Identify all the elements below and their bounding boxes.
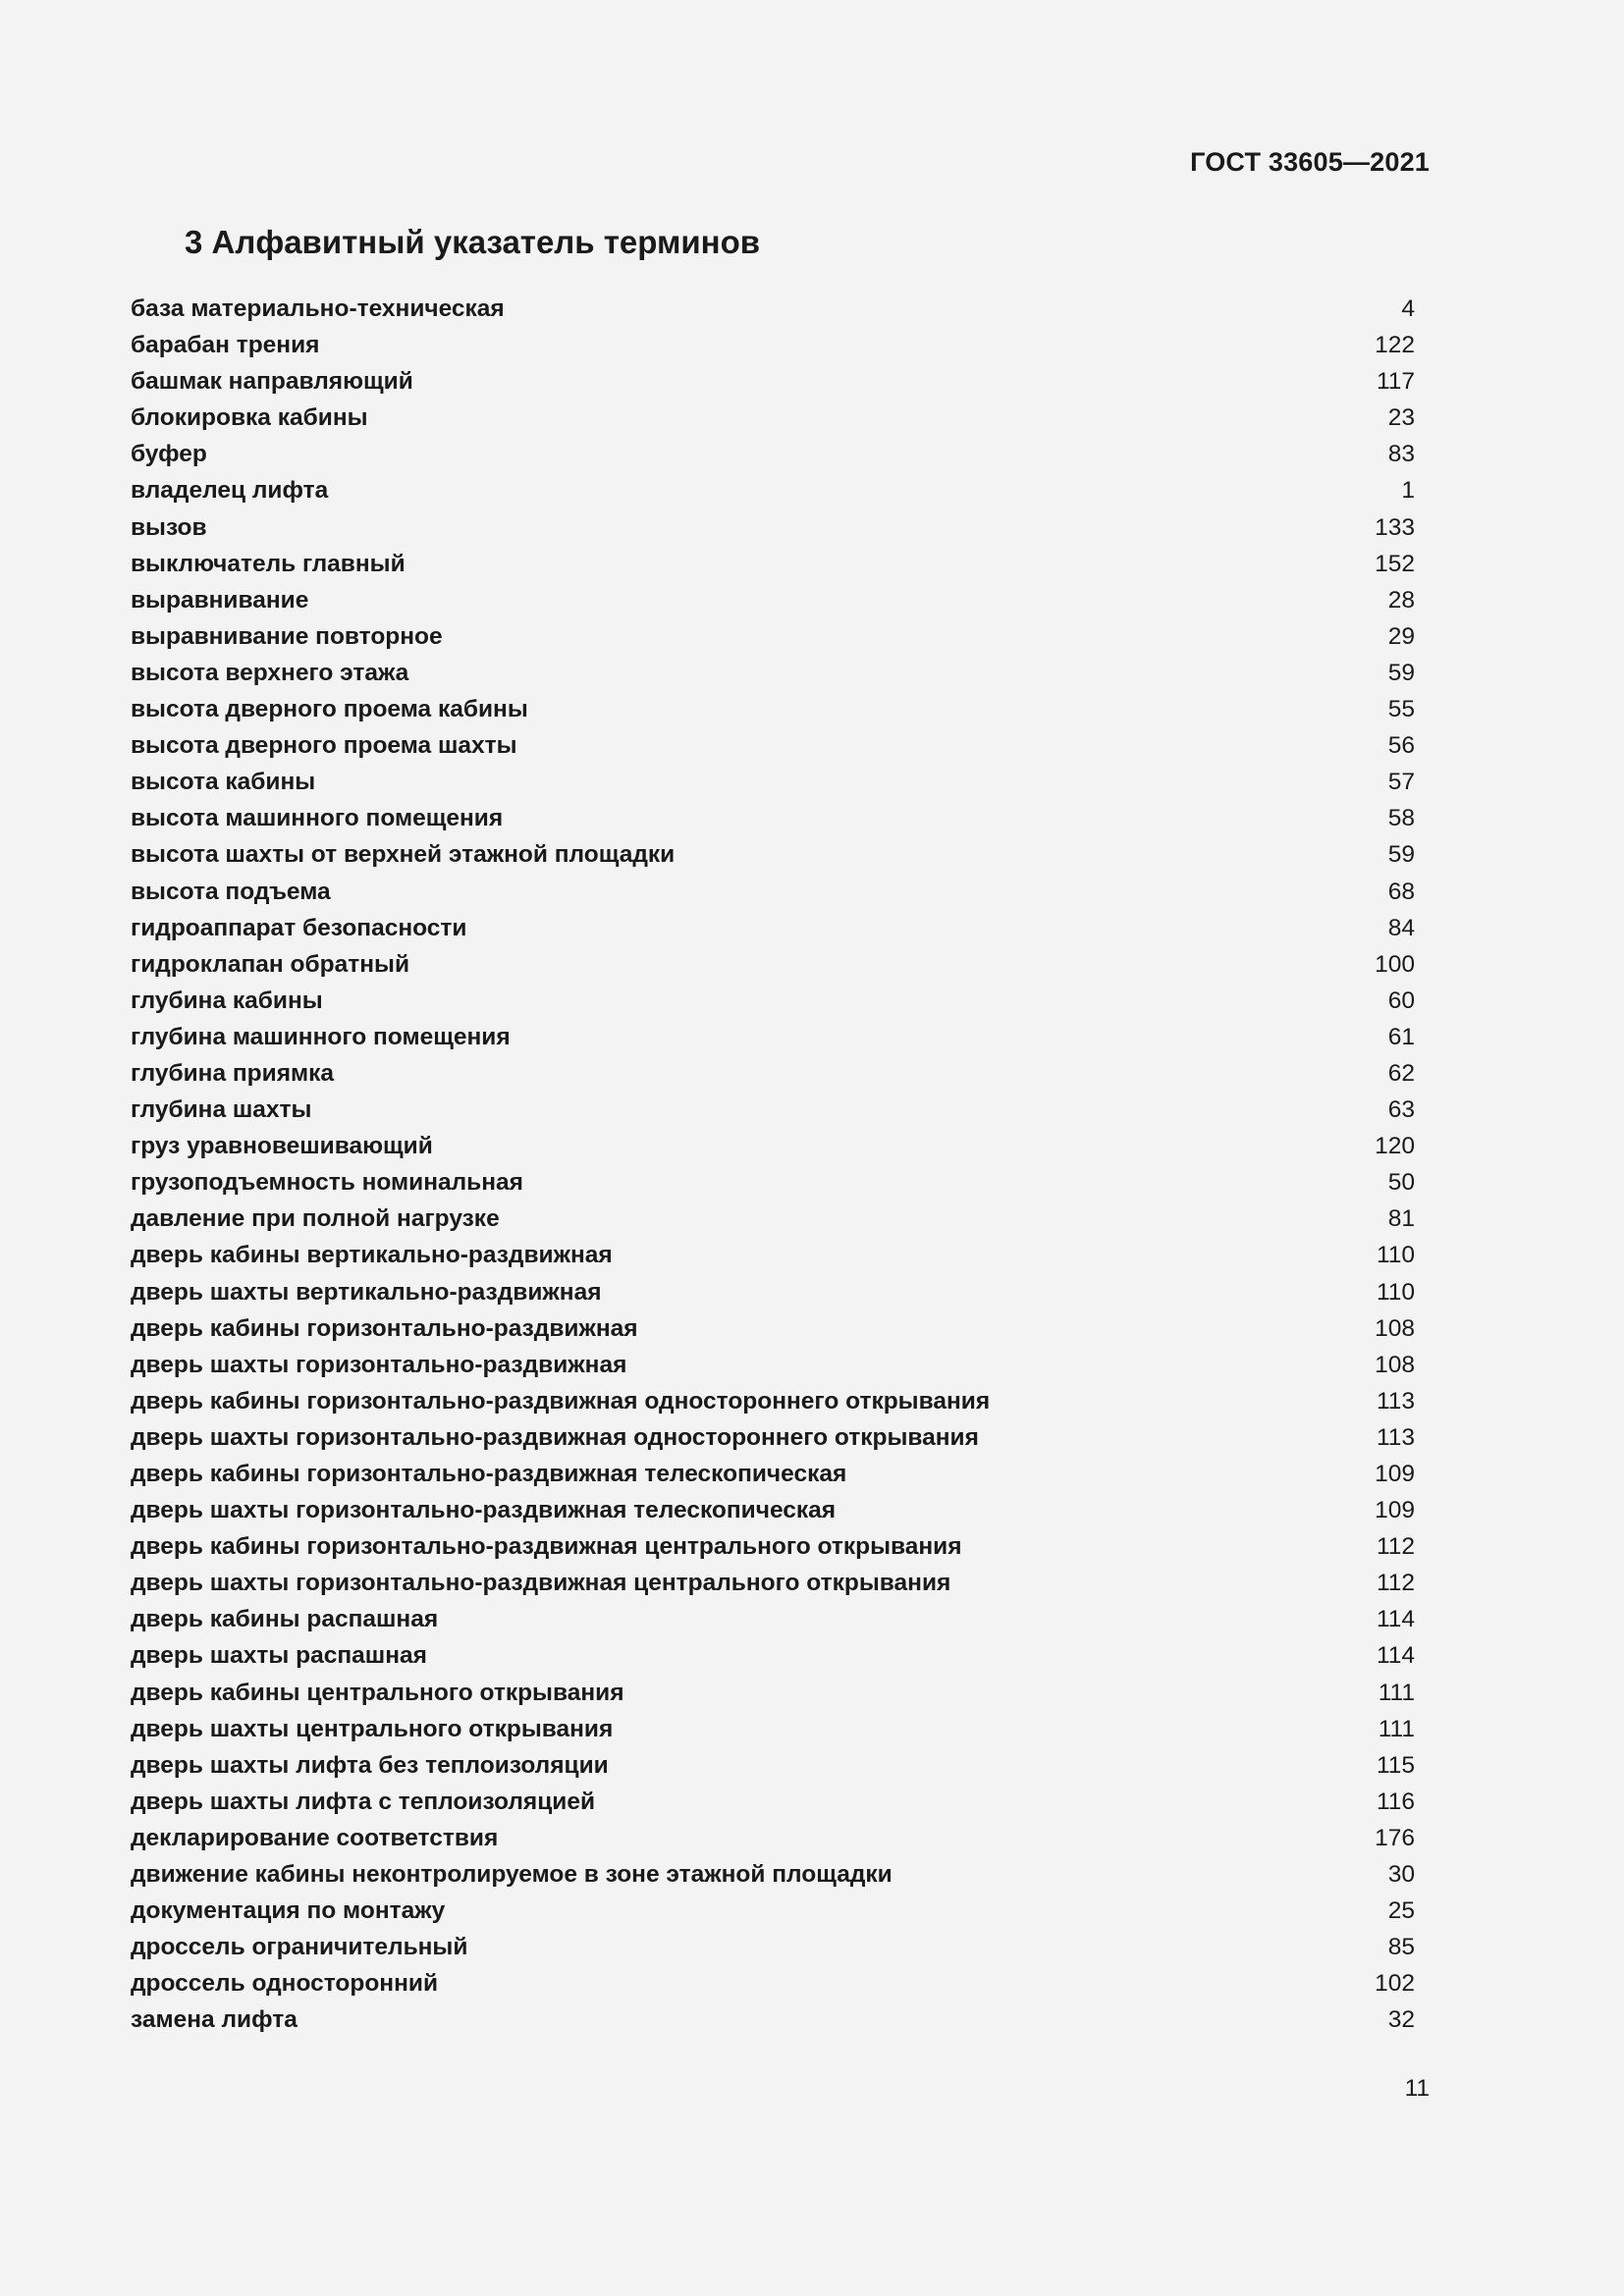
term-number: 113 xyxy=(1376,1387,1415,1415)
term-label: дроссель односторонний xyxy=(131,1970,439,1998)
term-label: дверь шахты горизонтально-раздвижная центрального открывания xyxy=(131,1570,951,1597)
term-number: 32 xyxy=(1387,2006,1415,2034)
term-row xyxy=(131,1164,1415,1201)
term-row xyxy=(131,1055,1415,1092)
term-label: декларирование соответствия xyxy=(131,1824,499,1851)
term-number: 133 xyxy=(1375,513,1415,541)
term-row xyxy=(131,946,1415,983)
term-row xyxy=(131,1675,1415,1711)
term-number: 100 xyxy=(1375,950,1415,978)
term-row xyxy=(131,436,1415,472)
term-number: 152 xyxy=(1375,550,1415,577)
term-row xyxy=(131,1092,1415,1128)
term-number: 25 xyxy=(1387,1897,1415,1925)
term-label: владелец лифта xyxy=(131,477,329,505)
term-number: 114 xyxy=(1376,1642,1415,1670)
term-number: 29 xyxy=(1387,622,1415,650)
term-number: 61 xyxy=(1387,1023,1415,1050)
term-number: 176 xyxy=(1375,1824,1415,1851)
term-number: 113 xyxy=(1376,1423,1415,1451)
term-row xyxy=(131,472,1415,508)
term-label: дверь кабины горизонтально-раздвижная одностороннего открывания xyxy=(131,1387,991,1415)
term-label: башмак направляющий xyxy=(131,368,413,396)
term-row xyxy=(131,582,1415,618)
term-row xyxy=(131,1528,1415,1565)
term-number: 102 xyxy=(1375,1970,1415,1998)
term-row xyxy=(131,1274,1415,1310)
term-number: 111 xyxy=(1378,1715,1415,1742)
term-number: 60 xyxy=(1387,987,1415,1014)
term-label: выключатель главный xyxy=(131,550,406,577)
term-row xyxy=(131,1929,1415,1965)
term-row xyxy=(131,727,1415,764)
term-label: дверь кабины горизонтально-раздвижная центрального открывания xyxy=(131,1533,962,1561)
term-row xyxy=(131,1711,1415,1747)
term-row xyxy=(131,655,1415,691)
term-number: 28 xyxy=(1387,586,1415,614)
term-number: 110 xyxy=(1376,1278,1415,1306)
term-label: блокировка кабины xyxy=(131,404,368,432)
term-label: гидроаппарат безопасности xyxy=(131,914,467,941)
term-number: 81 xyxy=(1387,1205,1415,1233)
term-number: 55 xyxy=(1387,696,1415,723)
term-row xyxy=(131,1820,1415,1856)
term-label: дверь шахты горизонтально-раздвижная одностороннего открывания xyxy=(131,1423,979,1451)
term-row xyxy=(131,800,1415,836)
term-row xyxy=(131,1565,1415,1601)
term-label: высота дверного проема шахты xyxy=(131,732,517,760)
term-number: 108 xyxy=(1375,1314,1415,1342)
term-number: 111 xyxy=(1378,1679,1415,1706)
document-code: ГОСТ 33605—2021 xyxy=(1190,147,1430,177)
term-label: дверь кабины горизонтально-раздвижная xyxy=(131,1314,638,1342)
term-label: глубина шахты xyxy=(131,1096,312,1124)
term-label: грузоподъемность номинальная xyxy=(131,1169,523,1197)
term-number: 30 xyxy=(1387,1861,1415,1889)
term-row xyxy=(131,910,1415,946)
term-number: 109 xyxy=(1375,1497,1415,1524)
term-number: 57 xyxy=(1387,769,1415,796)
term-label: высота кабины xyxy=(131,769,316,796)
term-row xyxy=(131,1893,1415,1929)
term-number: 108 xyxy=(1375,1351,1415,1378)
term-number: 120 xyxy=(1375,1133,1415,1160)
term-number: 116 xyxy=(1376,1788,1415,1815)
term-label: дверь кабины горизонтально-раздвижная телескопическая xyxy=(131,1461,847,1487)
term-label: высота подъема xyxy=(131,878,331,905)
term-row xyxy=(131,1383,1415,1419)
term-row xyxy=(131,1637,1415,1674)
term-number: 83 xyxy=(1387,441,1415,468)
term-row xyxy=(131,618,1415,655)
term-number: 109 xyxy=(1375,1461,1415,1487)
term-number: 59 xyxy=(1387,841,1415,869)
term-index-list xyxy=(131,291,1415,2039)
term-label: дроссель ограничительный xyxy=(131,1934,468,1961)
term-label: высота верхнего этажа xyxy=(131,659,409,686)
term-row xyxy=(131,400,1415,436)
term-label: замена лифта xyxy=(131,2006,298,2034)
term-label: буфер xyxy=(131,441,207,468)
term-label: глубина кабины xyxy=(131,987,323,1014)
term-label: высота шахты от верхней этажной площадки xyxy=(131,841,676,869)
term-label: дверь шахты центрального открывания xyxy=(131,1715,614,1742)
term-number: 56 xyxy=(1387,732,1415,760)
page-number: 11 xyxy=(1404,2075,1430,2102)
term-label: дверь кабины центрального открывания xyxy=(131,1679,624,1706)
term-number: 23 xyxy=(1387,404,1415,432)
term-row xyxy=(131,1456,1415,1492)
term-label: гидроклапан обратный xyxy=(131,950,409,978)
term-label: дверь шахты лифта с теплоизоляцией xyxy=(131,1788,596,1815)
term-row xyxy=(131,509,1415,546)
term-row xyxy=(131,874,1415,910)
term-number: 114 xyxy=(1376,1606,1415,1633)
term-row xyxy=(131,1419,1415,1456)
term-row xyxy=(131,1747,1415,1784)
term-row xyxy=(131,363,1415,400)
term-number: 59 xyxy=(1387,659,1415,686)
term-label: груз уравновешивающий xyxy=(131,1133,433,1160)
term-row xyxy=(131,1856,1415,1893)
term-label: дверь шахты распашная xyxy=(131,1642,427,1670)
term-number: 68 xyxy=(1387,878,1415,905)
term-row xyxy=(131,1965,1415,2002)
term-label: документация по монтажу xyxy=(131,1897,446,1925)
term-row xyxy=(131,291,1415,327)
term-row xyxy=(131,691,1415,727)
term-label: высота дверного проема кабины xyxy=(131,696,528,723)
term-label: дверь шахты вертикально-раздвижная xyxy=(131,1278,602,1306)
term-number: 112 xyxy=(1376,1533,1415,1561)
term-row xyxy=(131,546,1415,582)
term-number: 122 xyxy=(1375,332,1415,359)
term-row xyxy=(131,983,1415,1019)
term-row xyxy=(131,1237,1415,1273)
term-number: 112 xyxy=(1376,1570,1415,1597)
term-number: 62 xyxy=(1387,1059,1415,1087)
term-row xyxy=(131,327,1415,363)
term-label: дверь шахты горизонтально-раздвижная телескопическая xyxy=(131,1497,837,1524)
term-row xyxy=(131,764,1415,800)
term-label: глубина приямка xyxy=(131,1059,335,1087)
term-number: 63 xyxy=(1387,1096,1415,1124)
term-label: дверь шахты горизонтально-раздвижная xyxy=(131,1351,627,1378)
term-label: дверь шахты лифта без теплоизоляции xyxy=(131,1751,609,1779)
term-row xyxy=(131,1201,1415,1237)
term-number: 84 xyxy=(1387,914,1415,941)
term-number: 1 xyxy=(1401,477,1415,505)
term-number: 4 xyxy=(1401,295,1415,322)
term-label: давление при полной нагрузке xyxy=(131,1205,500,1233)
term-label: дверь кабины распашная xyxy=(131,1606,439,1633)
term-row xyxy=(131,1128,1415,1164)
term-row xyxy=(131,1492,1415,1528)
term-label: база материально-техническая xyxy=(131,295,505,322)
term-label: выравнивание повторное xyxy=(131,622,443,650)
term-label: дверь кабины вертикально-раздвижная xyxy=(131,1242,613,1269)
term-number: 117 xyxy=(1376,368,1415,396)
term-label: вызов xyxy=(131,513,207,541)
term-label: глубина машинного помещения xyxy=(131,1023,511,1050)
term-row xyxy=(131,1601,1415,1637)
term-number: 85 xyxy=(1387,1934,1415,1961)
term-number: 115 xyxy=(1376,1751,1415,1779)
term-label: выравнивание xyxy=(131,586,309,614)
term-label: движение кабины неконтролируемое в зоне этажной площадки xyxy=(131,1861,893,1889)
term-row xyxy=(131,1784,1415,1820)
term-number: 110 xyxy=(1376,1242,1415,1269)
term-row xyxy=(131,2002,1415,2038)
term-label: барабан трения xyxy=(131,332,320,359)
section-title: 3 Алфавитный указатель терминов xyxy=(185,224,761,260)
term-row xyxy=(131,836,1415,873)
term-number: 58 xyxy=(1387,805,1415,832)
term-row xyxy=(131,1347,1415,1383)
term-row xyxy=(131,1310,1415,1347)
term-number: 50 xyxy=(1387,1169,1415,1197)
term-row xyxy=(131,1019,1415,1055)
term-label: высота машинного помещения xyxy=(131,805,504,832)
